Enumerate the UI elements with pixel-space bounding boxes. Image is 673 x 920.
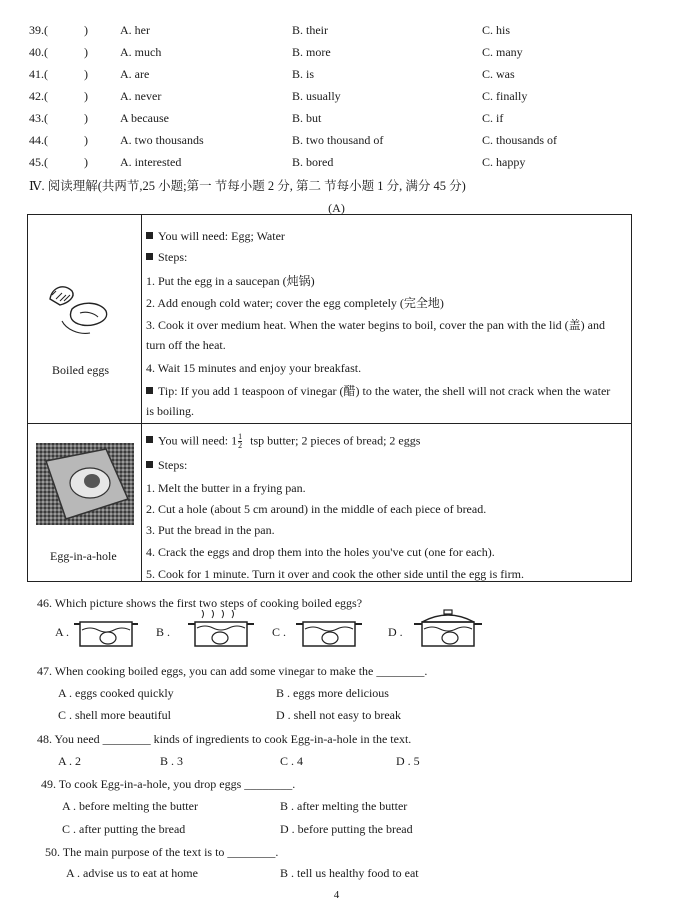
recipe-boiled-eggs-caption: Boiled eggs [52,363,109,377]
pot-egg-water-icon [296,614,362,650]
question-48: 48. You need ________ kinds of ingredients to cook Egg-in-a-hole in the text. [37,732,412,746]
option-48-a: A . 2 [58,754,82,768]
option-49-a: A . before melting the butter [62,799,198,813]
question-number: 44.( [29,133,48,147]
table-column-divider [141,215,142,581]
option-a: A. her [120,23,150,37]
option-47-b: B . eggs more delicious [276,686,389,700]
pot-egg-in-water-icon [74,614,138,650]
egg-in-a-hole-photo [36,443,134,525]
option-46-c: C . [272,625,287,639]
option-48-d: D . 5 [396,754,420,768]
recipe1-step-1: 1. Put the egg in a saucepan (炖锅) [146,274,315,288]
pot-boiling-icon [188,610,254,650]
option-50-a: A . advise us to eat at home [66,866,198,880]
recipe1-step-3a: 3. Cook it over medium heat. When the water begins to boil, cover the pan with the lid (盖) and [146,318,606,332]
recipe2-step-3: 3. Put the bread in the pan. [146,523,275,537]
option-50-b: B . tell us healthy food to eat [280,866,419,880]
option-b: B. but [292,111,322,125]
answer-blank: ) [84,89,88,103]
option-b: B. usually [292,89,341,103]
recipe2-step-5: 5. Cook for 1 minute. Turn it over and cook the other side until the egg is firm. [146,567,524,581]
option-47-a: A . eggs cooked quickly [58,686,174,700]
option-c: C. finally [482,89,528,103]
section-title: Ⅳ. 阅读理解(共两节,25 小题;第一 节每小题 2 分, 第二 节每小题 1 分, 满分 45 分) [29,179,466,193]
option-a: A. are [120,67,150,81]
mc-question-row [0,67,673,87]
mc-question-row [0,133,673,153]
page-number: 4 [333,889,340,901]
answer-blank: ) [84,67,88,81]
option-a: A. two thousands [120,133,204,147]
table-row-divider [28,423,631,424]
recipe2-need: You will need: 1 $\frac{1}{2}$ tsp butter; 2 pieces of bread; 2 eggs [146,433,420,450]
recipe1-tip: Tip: If you add 1 teaspoon of vinegar (醋) to the water, the shell will not crack when the water [146,382,610,399]
recipe1-steps-label: Steps: [146,250,187,265]
option-c: C. his [482,23,511,37]
option-a: A because [120,111,169,125]
option-46-d: D . [388,625,403,639]
question-46: 46. Which picture shows the first two steps of cooking boiled eggs? [37,596,363,610]
recipe1-step-2: 2. Add enough cold water; cover the egg completely (完全地) [146,296,444,310]
answer-blank: ) [84,111,88,125]
option-c: C. was [482,67,515,81]
question-number: 45.( [29,155,48,169]
recipe1-tip-cont: is boiling. [146,404,195,418]
question-47: 47. When cooking boiled eggs, you can add some vinegar to make the ________. [37,664,428,678]
mc-question-row [0,111,673,131]
option-a: A. much [120,45,162,59]
question-number: 40.( [29,45,48,59]
option-46-a: A . [55,625,70,639]
option-c: C. thousands of [482,133,557,147]
bullet-square-icon [146,387,153,394]
option-c: C. happy [482,155,526,169]
option-a: A. never [120,89,162,103]
option-a: A. interested [120,155,182,169]
mc-question-row [0,23,673,43]
question-50: 50. The main purpose of the text is to ________. [45,845,279,859]
option-47-d: D . shell not easy to break [276,708,401,722]
recipe2-step-1: 1. Melt the butter in a frying pan. [146,481,306,495]
passage-label: (A) [328,201,345,215]
option-49-b: B . after melting the butter [280,799,408,813]
answer-blank: ) [84,23,88,37]
answer-blank: ) [84,155,88,169]
option-b: B. their [292,23,328,37]
recipe-egg-in-a-hole-caption: Egg-in-a-hole [50,549,117,563]
option-c: C. if [482,111,504,125]
option-b: B. more [292,45,331,59]
answer-blank: ) [84,45,88,59]
option-b: B. bored [292,155,334,169]
recipe2-step-4: 4. Crack the eggs and drop them into the holes you've cut (one for each). [146,545,495,559]
recipe-table [27,214,632,582]
bullet-square-icon [146,436,153,443]
question-number: 41.( [29,67,48,81]
option-49-d: D . before putting the bread [280,822,413,836]
recipe1-need: You will need: Egg; Water [146,229,285,244]
bullet-square-icon [146,232,153,239]
recipe1-step-4: 4. Wait 15 minutes and enjoy your breakfast. [146,361,362,375]
mc-question-row [0,45,673,65]
recipe2-step-2: 2. Cut a hole (about 5 cm around) in the middle of each piece of bread. [146,502,487,516]
option-46-b: B . [156,625,171,639]
question-number: 42.( [29,89,48,103]
option-49-c: C . after putting the bread [62,822,186,836]
recipe1-step-3b: turn off the heat. [146,338,226,352]
mc-question-row [0,89,673,109]
option-b: B. is [292,67,315,81]
bullet-square-icon [146,461,153,468]
option-48-b: B . 3 [160,754,184,768]
mc-question-row [0,155,673,175]
option-b: B. two thousand of [292,133,384,147]
pot-with-lid-icon [414,606,482,650]
bullet-square-icon [146,253,153,260]
answer-blank: ) [84,133,88,147]
question-number: 43.( [29,111,48,125]
option-48-c: C . 4 [280,754,304,768]
question-number: 39.( [29,23,48,37]
boiled-egg-illustration [42,281,118,343]
option-47-c: C . shell more beautiful [58,708,171,722]
question-49: 49. To cook Egg-in-a-hole, you drop eggs ________. [41,777,296,791]
recipe2-steps-label: Steps: [146,458,187,473]
option-c: C. many [482,45,523,59]
